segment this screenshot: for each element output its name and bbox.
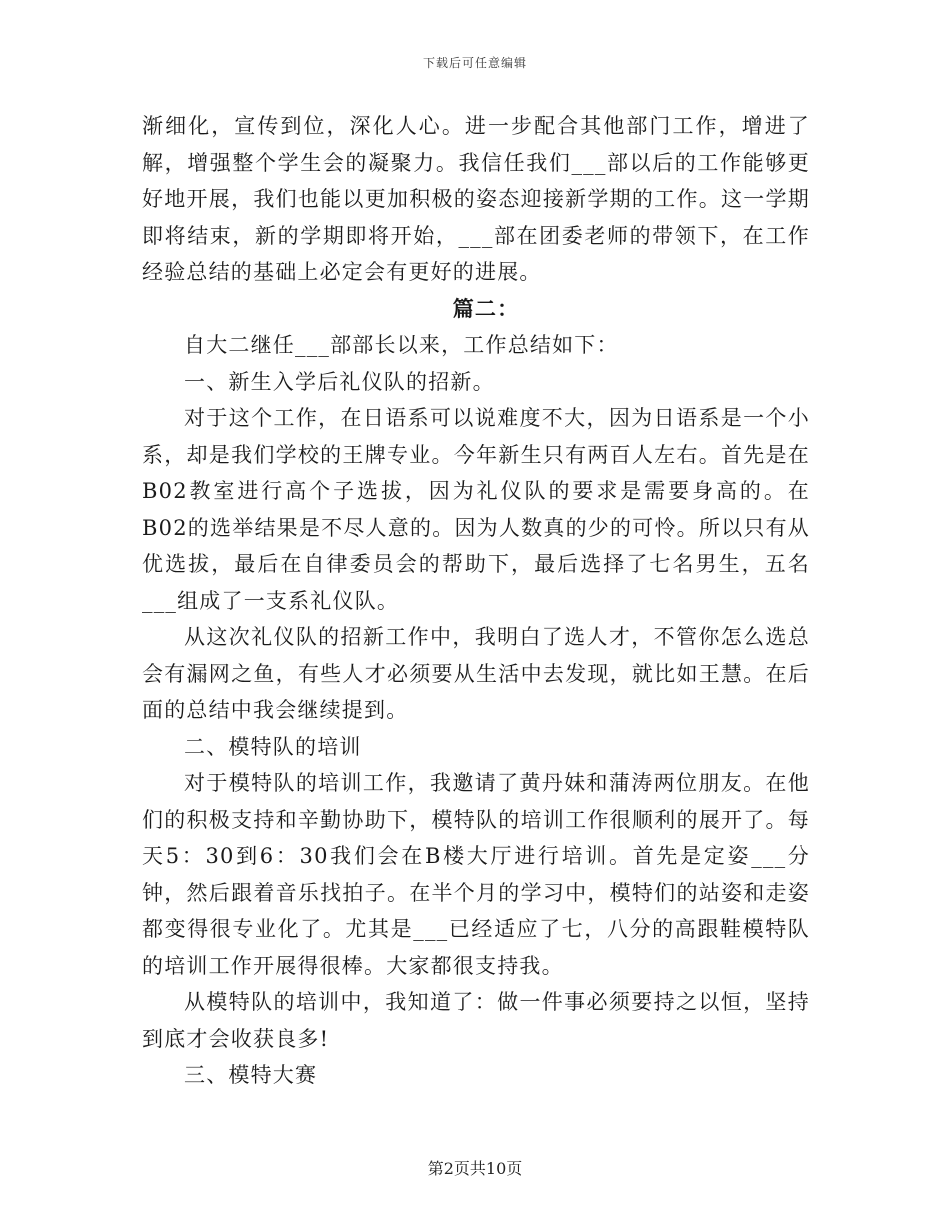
subheading-model-contest: 三、模特大赛 <box>184 1063 318 1087</box>
paragraph-model-training-lesson: 从模特队的培训中，我知道了：做一件事必须要持之以恒，坚持到底才会收获良多! <box>142 990 810 1051</box>
paragraph-model-training: 对于模特队的培训工作，我邀请了黄丹妹和蒲涛两位朋友。在他们的积极支持和辛勤协助下，模特队的培训工作很顺利的展开了。每天5：30到6：30我们会在B楼大厅进行培训。首先是定姿___分钟，然后跟着音乐找拍子。在半个月的学习中，模特们的站姿和走姿都变得很专业化了。尤其是___已经适应了七，八分的高跟鞋模特队的培训工作开展得很棒。大家都很支持我。 <box>142 771 810 978</box>
paragraph-continuation: 渐细化，宣传到位，深化人心。进一步配合其他部门工作，增进了解，增强整个学生会的凝聚力。我信任我们___部以后的工作能够更好地开展，我们也能以更加积极的姿态迎接新学期的工作。这一学期即将结束，新的学期即将开始，___部在团委老师的带领下，在工作经验总结的基础上必定会有更好的进展。 <box>142 114 810 284</box>
paragraph-recruitment-lesson: 从这次礼仪队的招新工作中，我明白了选人才，不管你怎么选总会有漏网之鱼，有些人才必须要从生活中去发现，就比如王慧。在后面的总结中我会继续提到。 <box>142 625 810 722</box>
page-header: 下载后可任意编辑 <box>422 56 527 70</box>
document-body <box>142 108 810 1094</box>
paragraph-recruitment: 对于这个工作，在日语系可以说难度不大，因为日语系是一个小系，却是我们学校的王牌专业。今年新生只有两百人左右。首先是在B02教室进行高个子选拔，因为礼仪队的要求是需要身高的。在B02的选举结果是不尽人意的。因为人数真的少的可怜。所以只有从优选拔，最后在自律委员会的帮助下，最后选择了七名男生，五名___组成了一支系礼仪队。 <box>142 406 810 613</box>
subheading-recruitment: 一、新生入学后礼仪队的招新。 <box>184 369 495 394</box>
subheading-model-training: 二、模特队的培训 <box>184 734 362 759</box>
section-heading: 篇二： <box>452 295 520 321</box>
paragraph-intro: 自大二继任___部部长以来，工作总结如下： <box>184 333 619 357</box>
page-number: 第2页共10页 <box>427 1159 523 1178</box>
